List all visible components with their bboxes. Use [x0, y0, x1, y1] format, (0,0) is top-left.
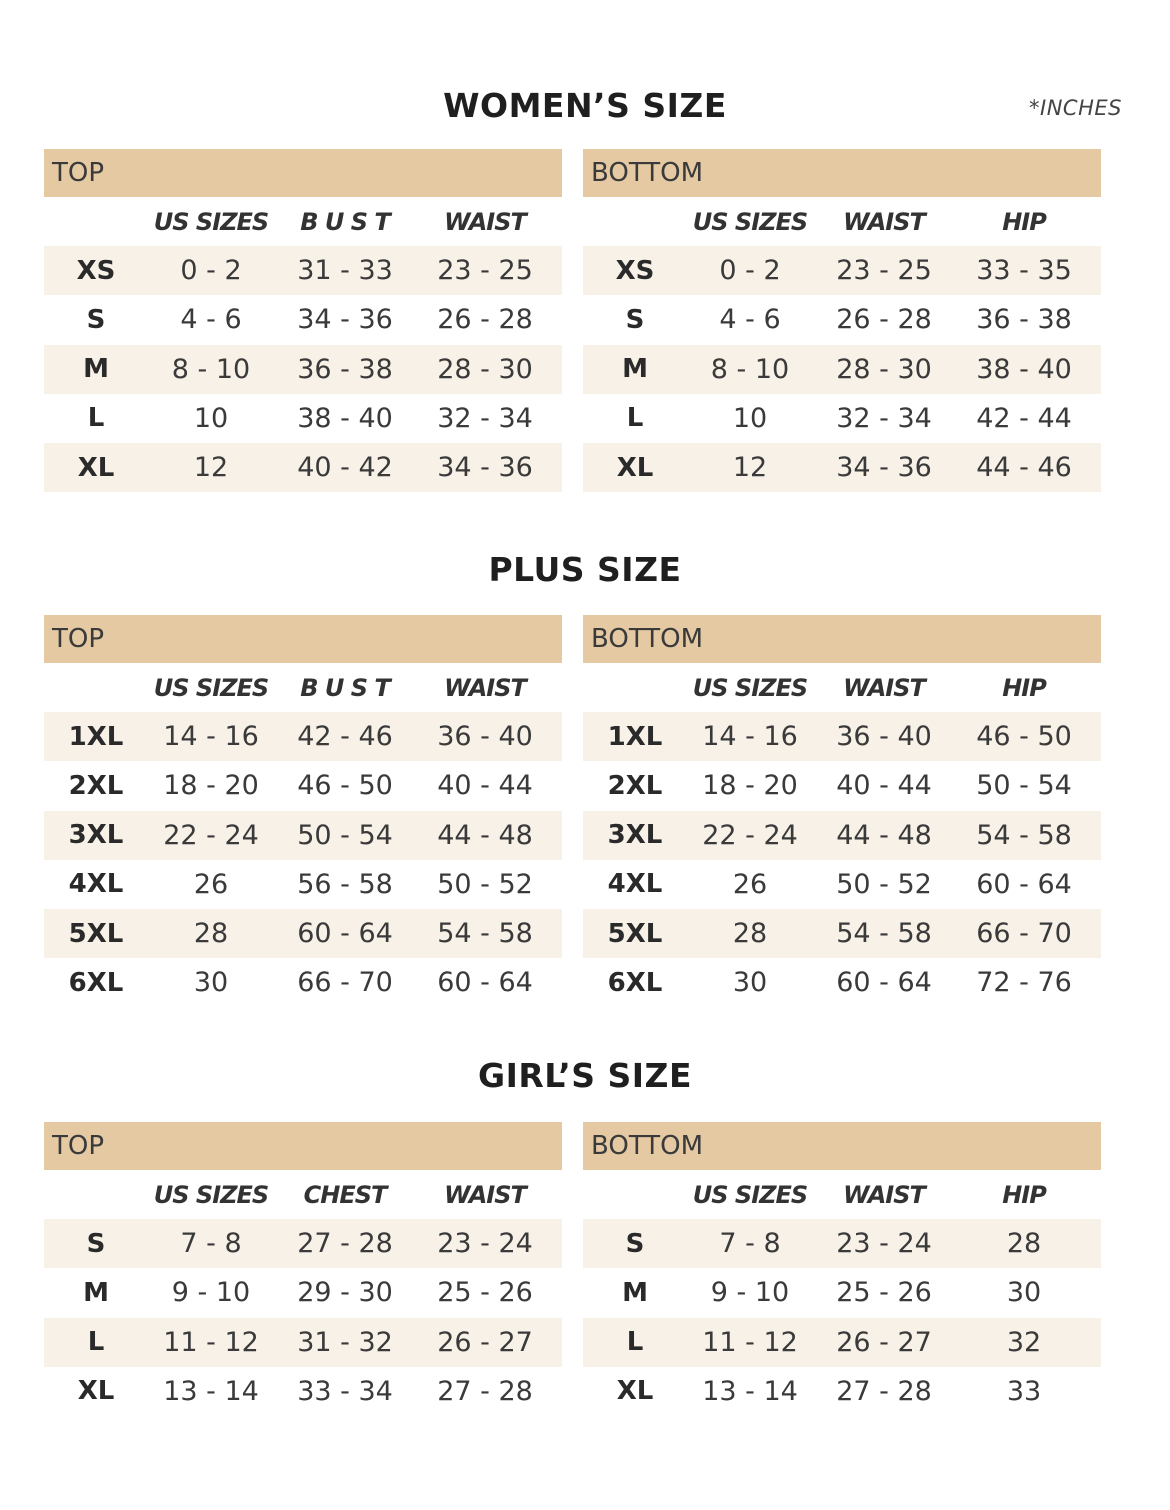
column-header: WAIST [444, 207, 526, 236]
size-value: 50 - 52 [836, 868, 932, 900]
size-value: 50 - 52 [437, 868, 533, 900]
table-row [44, 811, 562, 860]
size-value: 7 - 8 [180, 1228, 242, 1260]
size-value: 8 - 10 [710, 353, 790, 385]
size-value: 40 - 44 [437, 770, 533, 802]
size-value: 30 [732, 967, 768, 999]
girls-top-table [44, 1122, 562, 1416]
size-value: 44 - 48 [437, 819, 533, 851]
size-value: 9 - 10 [710, 1277, 790, 1309]
column-header-row [583, 663, 1101, 712]
column-header: US SIZES [153, 1180, 269, 1209]
size-value: 14 - 16 [702, 721, 798, 753]
size-label: XS [615, 255, 655, 286]
size-label: M [622, 354, 648, 385]
size-value: 72 - 76 [976, 967, 1072, 999]
table-row [583, 761, 1101, 810]
size-value: 50 - 54 [976, 770, 1072, 802]
size-label: S [625, 1228, 645, 1259]
table-row [44, 1268, 562, 1317]
column-header: WAIST [444, 673, 526, 702]
table-row [44, 246, 562, 295]
table-row [583, 1367, 1101, 1416]
table-row [44, 761, 562, 810]
size-value: 40 - 42 [297, 452, 393, 484]
column-header: US SIZES [692, 673, 808, 702]
size-label: 2XL [68, 770, 124, 801]
size-label: 4XL [68, 869, 124, 900]
size-value: 36 - 40 [836, 721, 932, 753]
size-label: L [626, 1327, 644, 1358]
table-row [44, 860, 562, 909]
table-row [583, 1268, 1101, 1317]
size-value: 28 [193, 918, 229, 950]
size-value: 46 - 50 [297, 770, 393, 802]
plus-bottom-table [583, 615, 1101, 1007]
womens-bottom-table [583, 149, 1101, 492]
size-value: 33 [1006, 1375, 1042, 1407]
size-label: 2XL [607, 770, 663, 801]
size-value: 26 - 27 [836, 1326, 932, 1358]
column-header: WAIST [444, 1180, 526, 1209]
size-value: 22 - 24 [163, 819, 259, 851]
size-value: 54 - 58 [437, 918, 533, 950]
size-value: 27 - 28 [836, 1375, 932, 1407]
column-header: US SIZES [153, 673, 269, 702]
table-row [583, 860, 1101, 909]
size-value: 0 - 2 [719, 255, 781, 287]
size-value: 4 - 6 [719, 304, 781, 336]
size-value: 38 - 40 [976, 353, 1072, 385]
womens-top-table [44, 149, 562, 492]
column-header-row [44, 197, 562, 246]
size-value: 32 - 34 [437, 402, 533, 434]
size-value: 40 - 44 [836, 770, 932, 802]
size-label: XL [77, 1376, 115, 1407]
size-value: 11 - 12 [163, 1326, 259, 1358]
size-value: 66 - 70 [976, 918, 1072, 950]
size-value: 44 - 48 [836, 819, 932, 851]
size-label: M [622, 1277, 648, 1308]
column-header-row [44, 663, 562, 712]
size-value: 27 - 28 [297, 1228, 393, 1260]
column-header: US SIZES [153, 207, 269, 236]
plus-top-table [44, 615, 562, 1007]
table-header-label: TOP [44, 615, 562, 663]
size-label: L [87, 403, 105, 434]
size-label: 4XL [607, 869, 663, 900]
size-value: 38 - 40 [297, 402, 393, 434]
table-row [44, 345, 562, 394]
table-row [583, 443, 1101, 492]
size-value: 23 - 25 [437, 255, 533, 287]
table-row [583, 1219, 1101, 1268]
size-value: 44 - 46 [976, 452, 1072, 484]
column-header: WAIST [843, 673, 925, 702]
size-label: L [626, 403, 644, 434]
column-header-row [583, 1170, 1101, 1219]
size-label: XS [76, 255, 116, 286]
size-value: 33 - 35 [976, 255, 1072, 287]
size-value: 13 - 14 [702, 1375, 798, 1407]
size-value: 60 - 64 [836, 967, 932, 999]
size-value: 4 - 6 [180, 304, 242, 336]
size-value: 22 - 24 [702, 819, 798, 851]
size-value: 30 [1006, 1277, 1042, 1309]
column-header-row [583, 197, 1101, 246]
size-value: 60 - 64 [437, 967, 533, 999]
size-value: 9 - 10 [171, 1277, 251, 1309]
size-label: 6XL [68, 967, 124, 998]
size-value: 14 - 16 [163, 721, 259, 753]
column-header: HIP [1002, 1180, 1046, 1209]
size-value: 50 - 54 [297, 819, 393, 851]
size-value: 7 - 8 [719, 1228, 781, 1260]
size-value: 36 - 38 [297, 353, 393, 385]
size-value: 12 [193, 452, 229, 484]
size-label: 1XL [68, 721, 124, 752]
girls-size-title: GIRL’S SIZE [477, 1056, 693, 1095]
inches-note: *INCHES [1029, 96, 1122, 120]
column-header: US SIZES [692, 1180, 808, 1209]
table-row [44, 295, 562, 344]
size-value: 10 [732, 402, 768, 434]
size-value: 28 [732, 918, 768, 950]
size-value: 60 - 64 [297, 918, 393, 950]
size-value: 18 - 20 [163, 770, 259, 802]
size-label: XL [616, 452, 654, 483]
size-value: 34 - 36 [836, 452, 932, 484]
table-row [583, 345, 1101, 394]
size-value: 34 - 36 [437, 452, 533, 484]
table-row [44, 443, 562, 492]
size-label: S [86, 304, 106, 335]
size-value: 26 - 27 [437, 1326, 533, 1358]
size-value: 23 - 24 [836, 1228, 932, 1260]
table-row [583, 295, 1101, 344]
size-value: 25 - 26 [836, 1277, 932, 1309]
size-value: 54 - 58 [976, 819, 1072, 851]
column-header: B U S T [300, 673, 390, 702]
size-value: 13 - 14 [163, 1375, 259, 1407]
size-value: 26 - 28 [836, 304, 932, 336]
column-header: WAIST [843, 207, 925, 236]
size-value: 30 [193, 967, 229, 999]
size-label: 3XL [607, 820, 663, 851]
size-value: 26 [732, 868, 768, 900]
table-header-label: TOP [44, 1122, 562, 1170]
table-row [583, 811, 1101, 860]
size-value: 29 - 30 [297, 1277, 393, 1309]
table-row [583, 958, 1101, 1007]
column-header: CHEST [303, 1180, 387, 1209]
size-label: M [83, 1277, 109, 1308]
size-value: 42 - 46 [297, 721, 393, 753]
size-value: 36 - 40 [437, 721, 533, 753]
table-row [44, 1318, 562, 1367]
size-value: 31 - 33 [297, 255, 393, 287]
table-row [44, 1219, 562, 1268]
table-row [583, 1318, 1101, 1367]
size-value: 23 - 25 [836, 255, 932, 287]
size-label: S [86, 1228, 106, 1259]
size-value: 26 - 28 [437, 304, 533, 336]
size-value: 18 - 20 [702, 770, 798, 802]
size-value: 10 [193, 402, 229, 434]
size-value: 31 - 32 [297, 1326, 393, 1358]
girls-bottom-table [583, 1122, 1101, 1416]
column-header: US SIZES [692, 207, 808, 236]
size-value: 33 - 34 [297, 1375, 393, 1407]
table-row [583, 909, 1101, 958]
table-header-label: BOTTOM [583, 615, 1101, 663]
size-value: 46 - 50 [976, 721, 1072, 753]
table-row [44, 712, 562, 761]
table-header-label: BOTTOM [583, 1122, 1101, 1170]
column-header-row [44, 1170, 562, 1219]
table-row [44, 909, 562, 958]
size-label: M [83, 354, 109, 385]
size-label: 5XL [68, 918, 124, 949]
size-label: 1XL [607, 721, 663, 752]
table-row [583, 712, 1101, 761]
column-header: WAIST [843, 1180, 925, 1209]
size-value: 28 [1006, 1228, 1042, 1260]
size-value: 8 - 10 [171, 353, 251, 385]
table-row [44, 1367, 562, 1416]
size-value: 23 - 24 [437, 1228, 533, 1260]
table-header-label: TOP [44, 149, 562, 197]
size-value: 54 - 58 [836, 918, 932, 950]
table-header-label: BOTTOM [583, 149, 1101, 197]
plus-size-title: PLUS SIZE [488, 550, 682, 589]
size-label: L [87, 1327, 105, 1358]
size-value: 32 - 34 [836, 402, 932, 434]
size-value: 34 - 36 [297, 304, 393, 336]
column-header: HIP [1002, 673, 1046, 702]
size-value: 32 [1006, 1326, 1042, 1358]
size-label: 3XL [68, 820, 124, 851]
size-value: 25 - 26 [437, 1277, 533, 1309]
womens-size-title: WOMEN’S SIZE [443, 86, 727, 125]
size-value: 56 - 58 [297, 868, 393, 900]
size-label: 5XL [607, 918, 663, 949]
size-label: XL [616, 1376, 654, 1407]
size-value: 11 - 12 [702, 1326, 798, 1358]
table-row [44, 394, 562, 443]
size-value: 28 - 30 [836, 353, 932, 385]
size-value: 66 - 70 [297, 967, 393, 999]
table-row [583, 394, 1101, 443]
size-value: 0 - 2 [180, 255, 242, 287]
size-label: XL [77, 452, 115, 483]
column-header: B U S T [300, 207, 390, 236]
size-value: 60 - 64 [976, 868, 1072, 900]
size-value: 42 - 44 [976, 402, 1072, 434]
size-value: 26 [193, 868, 229, 900]
table-row [583, 246, 1101, 295]
size-label: S [625, 304, 645, 335]
size-value: 28 - 30 [437, 353, 533, 385]
column-header: HIP [1002, 207, 1046, 236]
size-value: 27 - 28 [437, 1375, 533, 1407]
size-label: 6XL [607, 967, 663, 998]
size-value: 12 [732, 452, 768, 484]
size-value: 36 - 38 [976, 304, 1072, 336]
table-row [44, 958, 562, 1007]
